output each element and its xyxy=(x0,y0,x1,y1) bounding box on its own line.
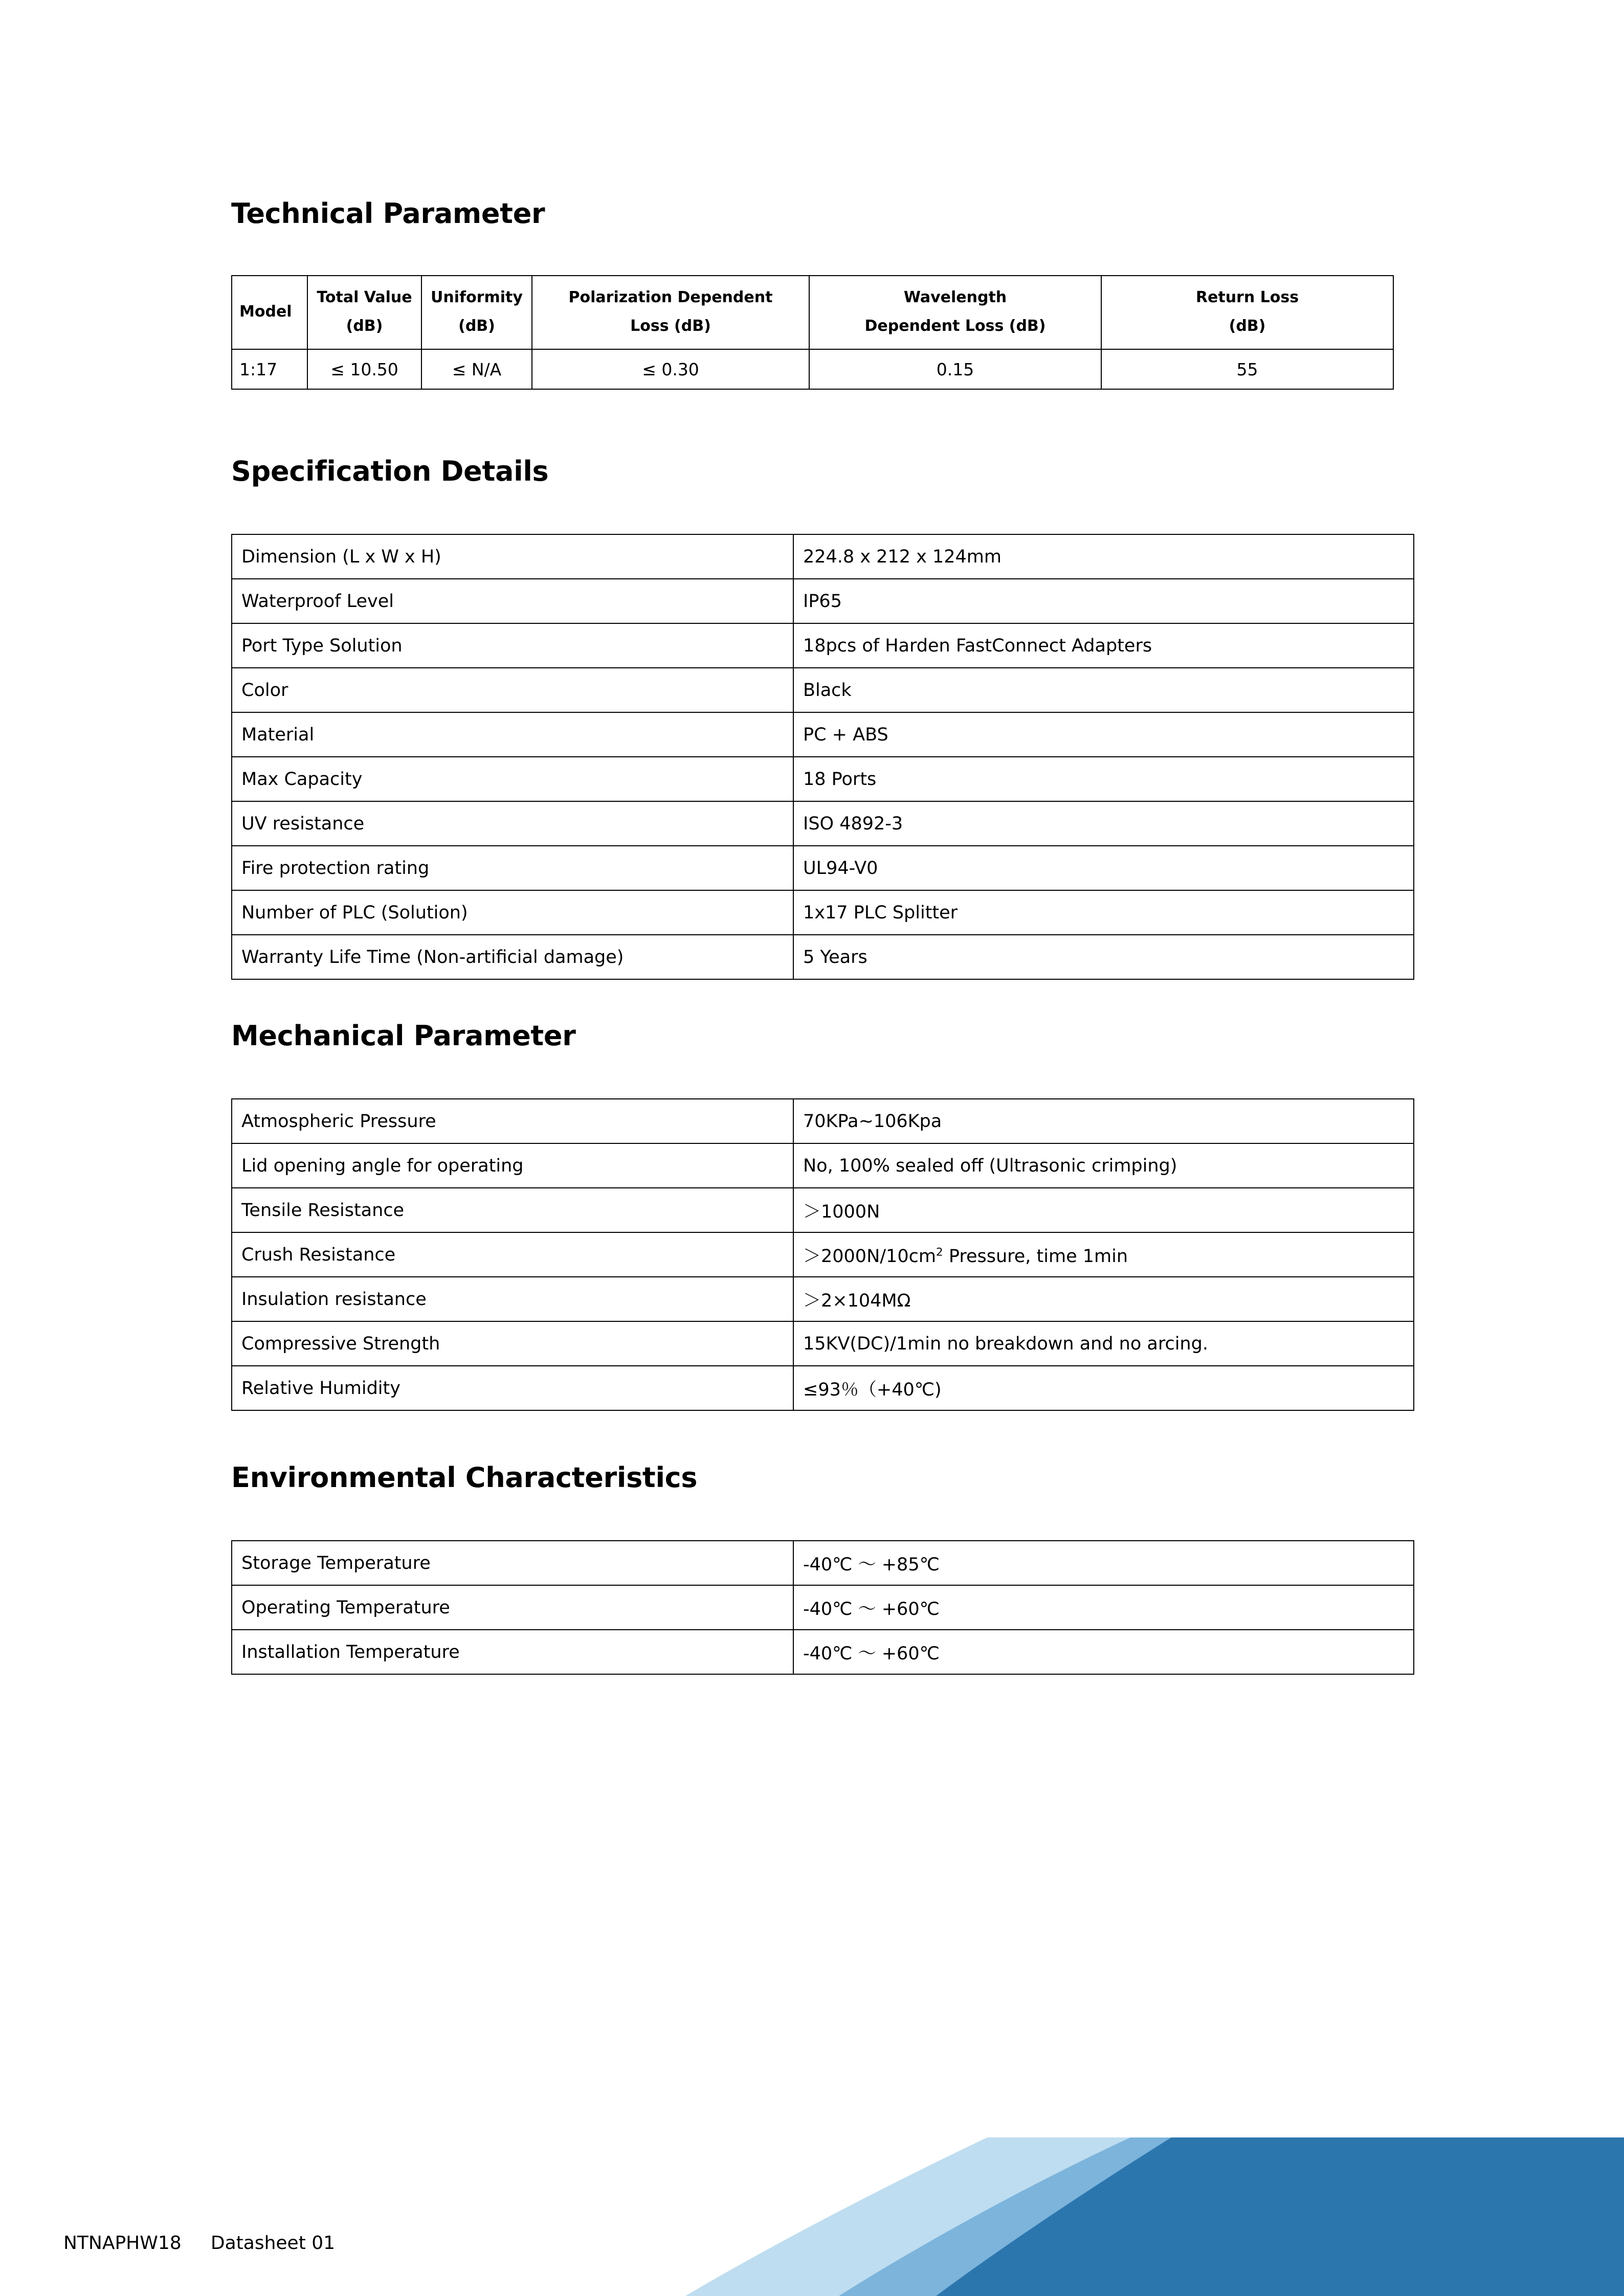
table-row xyxy=(232,1541,1414,1585)
column-header-total-value xyxy=(307,276,421,349)
mechanical-property-name: Compressive Strength xyxy=(232,1321,793,1366)
mechanical-property-value: ＞1000N xyxy=(793,1188,1414,1232)
column-header-polarization-dependent-loss xyxy=(532,276,809,349)
environmental-characteristics-heading: Environmental Characteristics xyxy=(231,1461,698,1494)
spec-property-name: Number of PLC (Solution) xyxy=(232,890,793,935)
header-line-2: (dB) xyxy=(1229,317,1266,335)
spec-property-value: Black xyxy=(793,668,1414,712)
table-row xyxy=(232,1630,1414,1674)
spec-property-name: Waterproof Level xyxy=(232,579,793,623)
cell-wavelength-dependent-loss: 0.15 xyxy=(809,349,1101,389)
spec-property-name: Color xyxy=(232,668,793,712)
header-line-1: Wavelength xyxy=(903,288,1007,306)
mechanical-property-value: ≤93％（+40℃) xyxy=(793,1366,1414,1410)
spec-property-name: Material xyxy=(232,712,793,757)
table-row xyxy=(232,890,1414,935)
mechanical-property-name: Atmospheric Pressure xyxy=(232,1099,793,1143)
environmental-property-value: -40℃ ～ +85℃ xyxy=(793,1541,1414,1585)
spec-property-value: UL94-V0 xyxy=(793,846,1414,890)
mechanical-property-value: 15KV(DC)/1min no breakdown and no arcing. xyxy=(793,1321,1414,1366)
environmental-property-name: Storage Temperature xyxy=(232,1541,793,1585)
mechanical-parameter-heading: Mechanical Parameter xyxy=(231,1020,576,1052)
column-header-wavelength-dependent-loss xyxy=(809,276,1101,349)
environmental-property-value: -40℃ ～ +60℃ xyxy=(793,1630,1414,1674)
spec-property-name: Warranty Life Time (Non-artificial damage) xyxy=(232,935,793,979)
mechanical-property-name: Insulation resistance xyxy=(232,1277,793,1321)
table-row xyxy=(232,668,1414,712)
mechanical-property-name: Relative Humidity xyxy=(232,1366,793,1410)
header-line-2: Loss (dB) xyxy=(630,317,711,335)
mechanical-property-value: ＞2×104MΩ xyxy=(793,1277,1414,1321)
spec-property-name: Dimension (L x W x H) xyxy=(232,534,793,579)
header-line-2: (dB) xyxy=(346,317,383,335)
spec-property-value: ISO 4892-3 xyxy=(793,801,1414,846)
table-row xyxy=(232,534,1414,579)
header-line-1: Polarization Dependent xyxy=(568,288,773,306)
column-header-model xyxy=(232,276,307,349)
spec-property-value: 18pcs of Harden FastConnect Adapters xyxy=(793,623,1414,668)
header-line-2: (dB) xyxy=(458,317,495,335)
technical-parameter-table xyxy=(231,275,1394,390)
specification-details-heading: Specification Details xyxy=(231,455,549,487)
mechanical-property-name: Lid opening angle for operating xyxy=(232,1143,793,1188)
column-header-return-loss xyxy=(1101,276,1393,349)
cell-uniformity: ≤ N/A xyxy=(421,349,532,389)
spec-property-name: Max Capacity xyxy=(232,757,793,801)
wave-medium-shape xyxy=(839,2137,1624,2296)
table-row xyxy=(232,1232,1414,1277)
spec-property-value: IP65 xyxy=(793,579,1414,623)
cell-return-loss: 55 xyxy=(1101,349,1393,389)
environmental-characteristics-table xyxy=(231,1540,1414,1675)
table-row xyxy=(232,623,1414,668)
cell-model: 1:17 xyxy=(232,349,307,389)
mechanical-property-value: 70KPa~106Kpa xyxy=(793,1099,1414,1143)
wave-light-shape xyxy=(685,2137,1624,2296)
spec-property-name: Port Type Solution xyxy=(232,623,793,668)
cell-polarization-dependent-loss: ≤ 0.30 xyxy=(532,349,809,389)
table-header-row xyxy=(232,276,1393,349)
technical-parameter-heading: Technical Parameter xyxy=(231,197,545,230)
environmental-property-name: Operating Temperature xyxy=(232,1585,793,1630)
mechanical-property-name: Crush Resistance xyxy=(232,1232,793,1277)
header-line-1: Model xyxy=(239,303,292,321)
table-row xyxy=(232,1099,1414,1143)
mechanical-property-name: Tensile Resistance xyxy=(232,1188,793,1232)
spec-property-value: 5 Years xyxy=(793,935,1414,979)
column-header-uniformity xyxy=(421,276,532,349)
footer-wave-decoration xyxy=(0,2137,1624,2296)
table-row xyxy=(232,1366,1414,1410)
mechanical-property-value: $>2000N/10cm^2$ Pressure, time 1min xyxy=(793,1232,1414,1277)
environmental-property-value: -40℃ ～ +60℃ xyxy=(793,1585,1414,1630)
table-row xyxy=(232,1585,1414,1630)
environmental-property-name: Installation Temperature xyxy=(232,1630,793,1674)
spec-property-value: 18 Ports xyxy=(793,757,1414,801)
header-line-1: Uniformity xyxy=(431,288,523,306)
table-row xyxy=(232,846,1414,890)
mechanical-property-value: No, 100% sealed off (Ultrasonic crimping) xyxy=(793,1143,1414,1188)
header-line-1: Return Loss xyxy=(1195,288,1299,306)
spec-property-value: PC + ABS xyxy=(793,712,1414,757)
table-row xyxy=(232,349,1393,389)
table-row xyxy=(232,935,1414,979)
table-row xyxy=(232,1321,1414,1366)
table-row xyxy=(232,1277,1414,1321)
table-row xyxy=(232,757,1414,801)
spec-property-name: UV resistance xyxy=(232,801,793,846)
table-row xyxy=(232,712,1414,757)
table-row xyxy=(232,579,1414,623)
cell-total-value: ≤ 10.50 xyxy=(307,349,421,389)
spec-property-name: Fire protection rating xyxy=(232,846,793,890)
mechanical-parameter-table xyxy=(231,1098,1414,1411)
footer-document-code: NTNAPHW18 Datasheet 01 xyxy=(63,2233,336,2254)
table-row xyxy=(232,1143,1414,1188)
header-line-2: Dependent Loss (dB) xyxy=(864,317,1046,335)
table-row xyxy=(232,1188,1414,1232)
spec-property-value: 1x17 PLC Splitter xyxy=(793,890,1414,935)
header-line-1: Total Value xyxy=(317,288,412,306)
table-row xyxy=(232,801,1414,846)
spec-property-value: 224.8 x 212 x 124mm xyxy=(793,534,1414,579)
specification-details-table xyxy=(231,534,1414,980)
wave-dark-shape xyxy=(936,2137,1624,2296)
